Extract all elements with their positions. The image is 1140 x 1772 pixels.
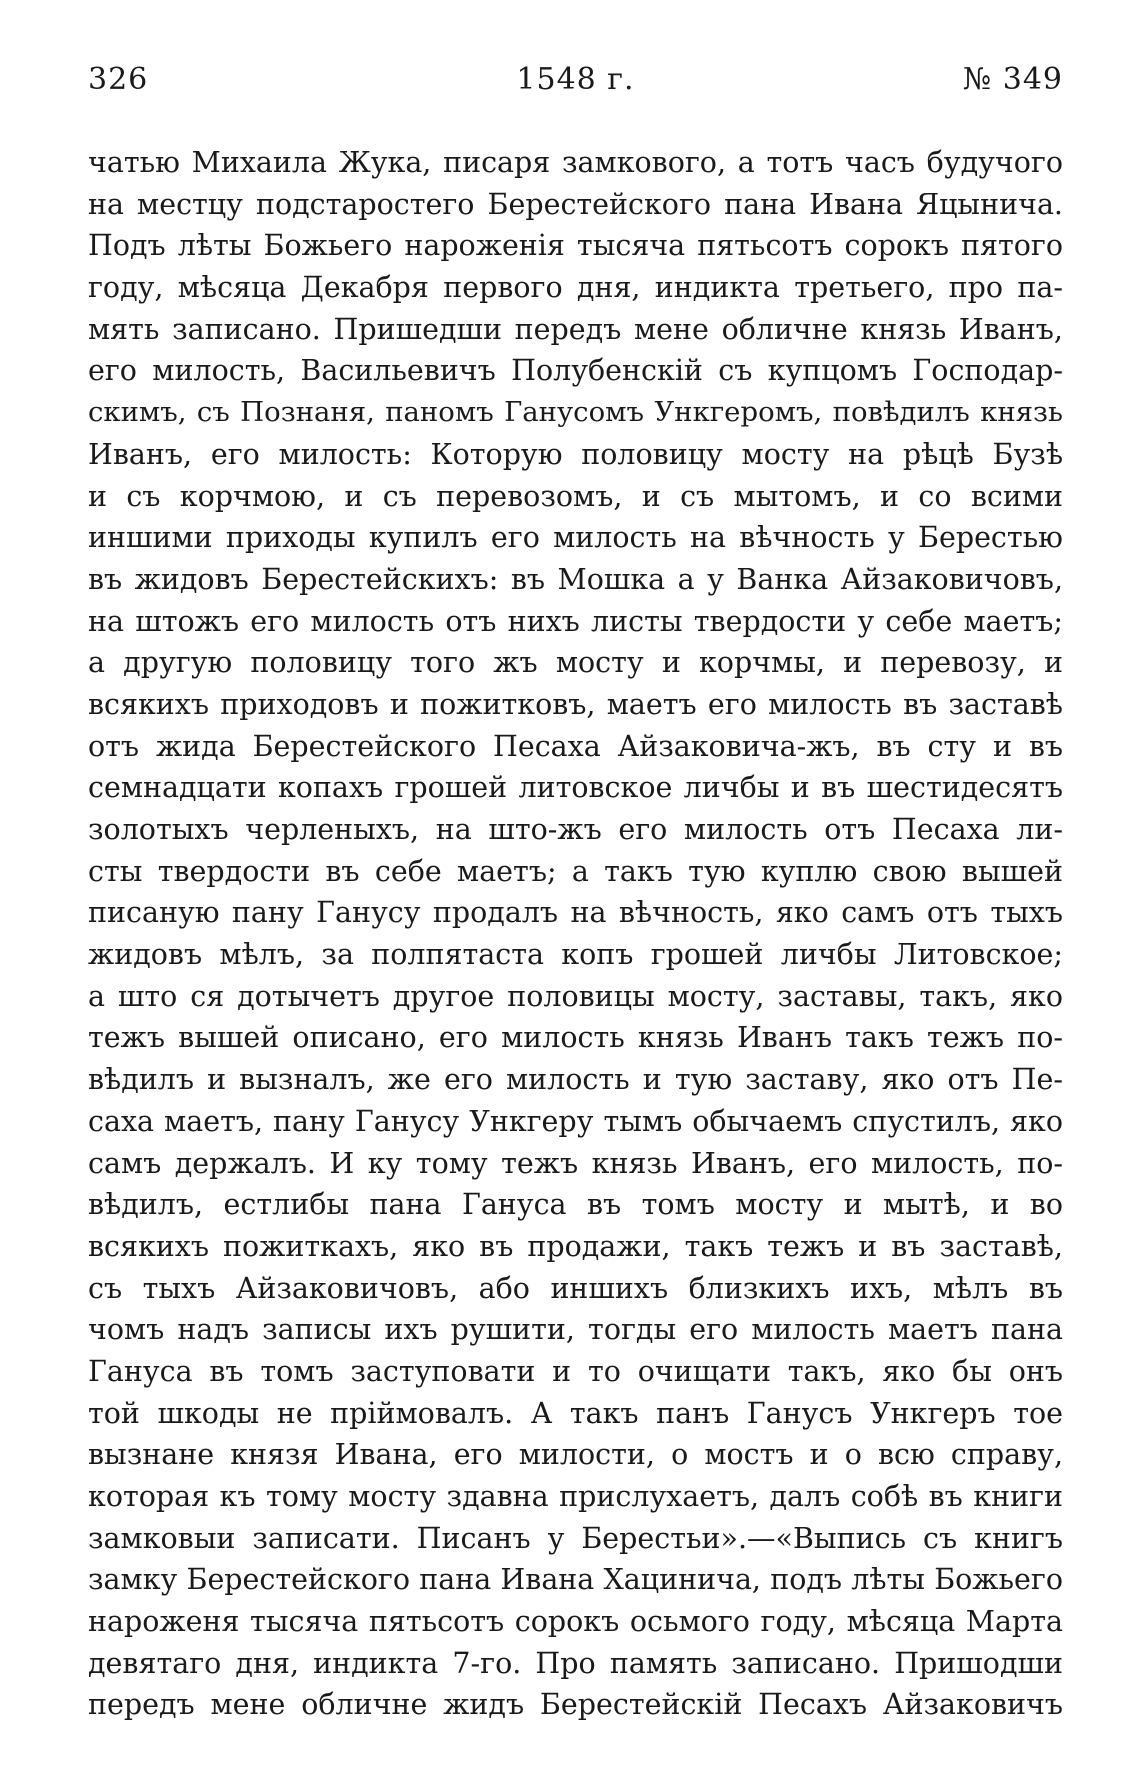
text-line: чатью Михаила Жука, писаря замкового, а тотъ часъ будучого [88, 146, 1063, 179]
text-line: той шкоды не пріймовалъ. А такъ панъ Ганусъ Ункгеръ тое [88, 1396, 1063, 1430]
text-line: Иванъ, его милость: Которую половицу мосту на рѣцѣ Бузѣ [88, 437, 1063, 471]
text-line: а што ся дотычетъ другое половицы мосту, заставы, такъ, яко [88, 979, 1063, 1013]
text-line: иншими приходы купилъ его милость на вѣчность у Берестью [88, 521, 1063, 555]
text-line: писаную пану Ганусу продалъ на вѣчность, яко самъ отъ тыхъ [88, 896, 1063, 930]
text-line: сты твердости въ себе маетъ; а такъ тую куплю свою вышей [88, 854, 1063, 888]
text-line: замковыи записати. Писанъ у Берестьи».—«Выпись съ книгъ [88, 1521, 1063, 1555]
text-line: вѣдилъ и вызналъ, же его милость и тую заставу, яко отъ Пе- [88, 1063, 1063, 1097]
text-line: передъ мене обличне жидъ Берестейскій Песахъ Айзаковичъ [88, 1688, 1063, 1722]
body-text [88, 142, 1063, 1726]
text-line: замку Берестейского пана Ивана Хацинича, подъ лѣты Божьего [88, 1563, 1063, 1597]
document-year: 1548 г. [516, 62, 635, 97]
text-line: которая къ тому мосту здавна прислухаетъ, далъ собѣ въ книги [88, 1480, 1063, 1513]
text-line: а другую половицу того жъ мосту и корчмы, и перевозу, и [88, 646, 1063, 680]
text-line: самъ держалъ. И ку тому тежъ князь Иванъ, его милость, по- [88, 1146, 1063, 1180]
text-line: году, мѣсяца Декабря первого дня, индикта третьего, про па- [88, 271, 1063, 305]
document-number: № 349 [962, 62, 1063, 97]
text-line: девятаго дня, индикта 7-го. Про память записано. Пришодши [88, 1646, 1063, 1680]
text-line: Гануса въ томъ заступовати и то очищати такъ, яко бы онъ [88, 1354, 1063, 1388]
text-line: Подъ лѣты Божьего нароженія тысяча пятьсотъ сорокъ пятого [88, 229, 1063, 263]
text-line: нароженя тысяча пятьсотъ сорокъ осьмого году, мѣсяца Марта [88, 1605, 1063, 1639]
text-line: всякихъ пожиткахъ, яко въ продажи, такъ тежъ и въ заставѣ, [88, 1229, 1063, 1263]
text-line: саха маетъ, пану Ганусу Ункгеру тымъ обычаемъ спустилъ, яко [88, 1104, 1063, 1138]
text-line: съ тыхъ Айзаковичовъ, або иншихъ близкихъ ихъ, мѣлъ въ [88, 1271, 1063, 1305]
text-line: на местцу подстаростего Берестейского пана Ивана Яцынича. [88, 187, 1063, 221]
text-line: жидовъ мѣлъ, за полпятаста копъ грошей личбы Литовское; [88, 938, 1063, 972]
text-line: тежъ вышей описано, его милость князь Иванъ такъ тежъ по- [88, 1021, 1063, 1055]
running-header [88, 62, 1063, 114]
text-line: въ жидовъ Берестейскихъ: въ Мошка а у Ванка Айзаковичовъ, [88, 562, 1063, 596]
page [88, 62, 1063, 1726]
text-line: скимъ, съ Познаня, паномъ Ганусомъ Ункгеромъ, повѣдилъ князь [88, 396, 1063, 429]
text-line: его милость, Васильевичъ Полубенскій съ купцомъ Господар- [88, 354, 1063, 388]
text-line: всякихъ приходовъ и пожитковъ, маетъ его милость въ заставѣ [88, 687, 1063, 721]
text-line: вѣдилъ, естлибы пана Гануса въ томъ мосту и мытѣ, и во [88, 1188, 1063, 1222]
text-line: и съ корчмою, и съ перевозомъ, и съ мытомъ, и со всими [88, 479, 1063, 513]
text-line: семнадцати копахъ грошей литовское личбы и въ шестидесятъ [88, 771, 1063, 805]
text-line: вызнане князя Ивана, его милости, о мостъ и о всю справу, [88, 1438, 1063, 1472]
text-line: мять записано. Пришедши передъ мене обличне князь Иванъ, [88, 312, 1063, 346]
text-line: на штожъ его милость отъ нихъ листы твердости у себе маетъ; [88, 604, 1063, 638]
page-number: 326 [88, 62, 149, 97]
text-line: чомъ надъ записы ихъ рушити, тогды его милость маетъ пана [88, 1313, 1063, 1347]
text-line: отъ жида Берестейского Песаха Айзаковича-жъ, въ сту и въ [88, 729, 1063, 763]
text-line: золотыхъ черленыхъ, на што-жъ его милость отъ Песаха ли- [88, 813, 1063, 846]
